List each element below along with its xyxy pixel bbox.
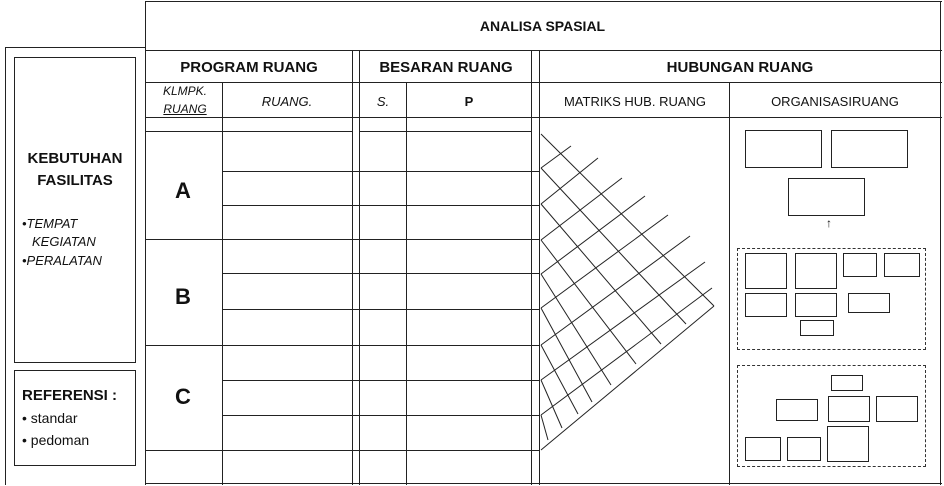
arrow-up-icon: ↑ [826, 216, 832, 230]
matrix-grid-line [541, 196, 645, 274]
bullet-kegiatan: KEGIATAN [32, 234, 96, 249]
org-room-box [828, 396, 870, 422]
kebutuhan-heading-line2: FASILITAS [37, 172, 113, 189]
matrix-grid-line [541, 308, 592, 402]
diagram-title: ANALISA SPASIAL [479, 18, 606, 34]
org-room-box [776, 399, 818, 421]
group-label-a: A [175, 178, 191, 203]
col-ruang: RUANG. [261, 94, 313, 109]
matrix-grid-line [541, 345, 578, 414]
matrix-grid-line [541, 274, 611, 385]
matrix-grid-line [541, 178, 622, 240]
kebutuhan-heading-line1: KEBUTUHAN [27, 150, 123, 167]
matrix-grid-line [541, 168, 686, 324]
matrix-grid-line [541, 262, 705, 380]
org-room-box [876, 396, 918, 422]
org-room-box [795, 253, 837, 289]
org-room-box [831, 375, 863, 391]
org-room-box [795, 293, 837, 317]
org-room-box [745, 130, 822, 168]
matrix-grid-line [541, 236, 690, 345]
org-room-box [827, 426, 869, 462]
bullet-tempat: •TEMPAT [22, 216, 78, 231]
org-room-box [788, 178, 865, 216]
referensi-heading: REFERENSI : [22, 387, 118, 404]
matrix-grid-line [541, 158, 598, 204]
org-room-box [884, 253, 920, 277]
referensi-standar: • standar [22, 410, 78, 426]
matrix-grid-line [541, 288, 712, 415]
org-room-box [787, 437, 821, 461]
bullet-peralatan: •PERALATAN [22, 253, 102, 268]
col-organisasi: ORGANISASIRUANG [771, 94, 899, 109]
org-room-box [831, 130, 908, 168]
org-room-box [745, 293, 787, 317]
matrix-grid-line [541, 215, 668, 308]
org-room-box [745, 253, 787, 289]
org-room-box [843, 253, 877, 277]
section-program-ruang: PROGRAM RUANG [180, 59, 318, 76]
section-hubungan-ruang: HUBUNGAN RUANG [666, 59, 814, 76]
section-besaran-ruang: BESARAN RUANG [379, 59, 513, 76]
group-label-c: C [175, 384, 191, 409]
kebutuhan-fasilitas-panel [14, 57, 136, 363]
matrix-grid-line [541, 415, 548, 440]
org-room-box [745, 437, 781, 461]
matrix-grid-line [541, 204, 661, 344]
group-label-b: B [175, 284, 191, 309]
col-matriks: MATRIKS HUB. RUANG [563, 94, 707, 109]
matrix-edge-lower [541, 306, 714, 450]
org-room-box [848, 293, 890, 313]
matrix-grid-line [541, 380, 562, 428]
col-s: S. [376, 94, 390, 109]
referensi-pedoman: • pedoman [22, 432, 90, 448]
col-klmpk-line1: KLMPK. [162, 84, 207, 98]
col-klmpk-line2: RUANG [163, 102, 207, 116]
col-p: P [464, 94, 474, 109]
org-room-box [800, 320, 834, 336]
